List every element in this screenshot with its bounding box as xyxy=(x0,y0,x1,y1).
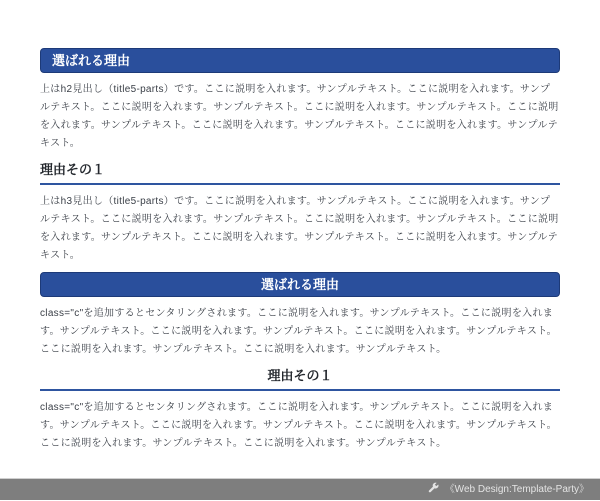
description-paragraph: class="c"を追加するとセンタリングされます。ここに説明を入れます。サンプルテキスト。ここに説明を入れます。サンプルテキスト。ここに説明を入れます。サンプルテキスト。ここに説明を入れます。サンプルテキスト。ここに説明を入れます。サンプルテキスト。ここに説明を入れます。サンプルテキスト。 xyxy=(40,308,557,355)
tools-icon xyxy=(428,480,439,501)
description-paragraph: class="c"を追加するとセンタリングされます。ここに説明を入れます。サンプルテキスト。ここに説明を入れます。サンプルテキスト。ここに説明を入れます。サンプルテキスト。ここに説明を入れます。サンプルテキスト。ここに説明を入れます。サンプルテキスト。ここに説明を入れます。サンプルテキスト。 xyxy=(40,402,557,449)
footer-credit-link[interactable]: 《Web Design:Template-Party》 xyxy=(444,484,589,495)
heading-bar-left: 選ばれる理由 xyxy=(40,48,560,73)
heading-underline-centered: 理由その１ xyxy=(40,368,560,391)
section-h3-left xyxy=(40,162,560,265)
footer-credit-bar xyxy=(0,478,600,500)
section-h3-centered xyxy=(40,368,560,453)
description-paragraph: 上はh3見出し（title5-parts）です。ここに説明を入れます。サンプルテキスト。ここに説明を入れます。サンプルテキスト。ここに説明を入れます。サンプルテキスト。ここに説明を入れます。サンプルテキスト。ここに説明を入れます。サンプルテキスト。ここに説明を入れます。サンプルテキスト。ここに説明を入れます。サンプルテキスト。 xyxy=(40,196,559,261)
main-content xyxy=(40,0,560,453)
description-paragraph: 上はh2見出し（title5-parts）です。ここに説明を入れます。サンプルテキスト。ここに説明を入れます。サンプルテキスト。ここに説明を入れます。サンプルテキスト。ここに説明を入れます。サンプルテキスト。ここに説明を入れます。サンプルテキスト。ここに説明を入れます。サンプルテキスト。ここに説明を入れます。サンプルテキスト。 xyxy=(40,84,559,149)
heading-underline-left: 理由その１ xyxy=(40,162,560,185)
section-h2-left xyxy=(40,48,560,153)
section-h2-centered xyxy=(40,272,560,359)
heading-bar-centered: 選ばれる理由 xyxy=(40,272,560,297)
